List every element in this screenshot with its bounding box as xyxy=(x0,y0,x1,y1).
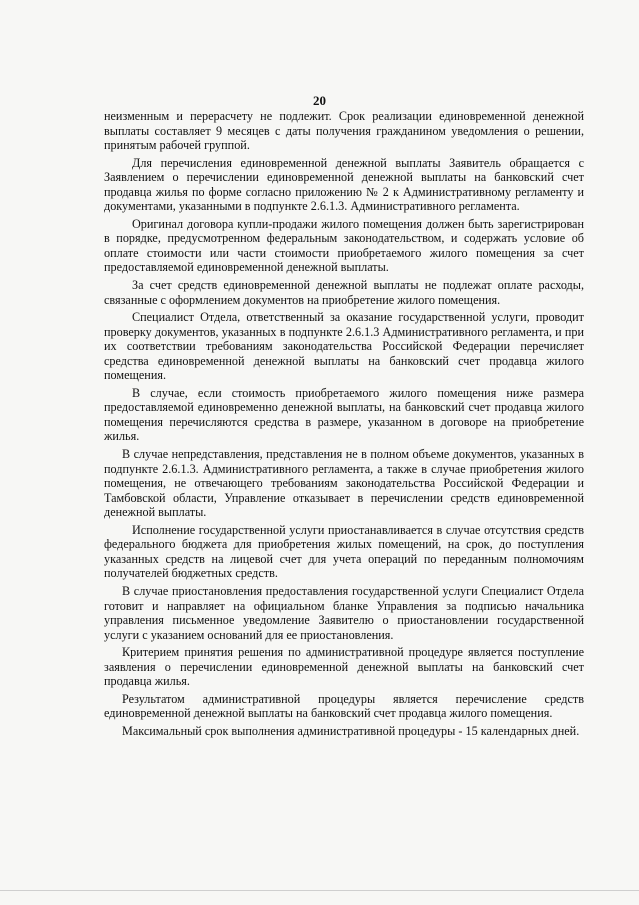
paragraph-continuation: неизменным и перерасчету не подлежит. Срок реализации единовременной денежной выплаты составляет 9 месяцев с даты получения гражданином уведомления о решении, принятым рабочей группой. xyxy=(104,109,584,153)
page-number: 20 xyxy=(313,93,326,108)
paragraph: В случае непредставления, представления не в полном объеме документов, указанных в подпункте 2.6.1.3. Административного регламента, а также в случае приобретения жилого помещения, не отвечающего требованиям законодательства Российской Федерации и Тамбовской области, Управление отказывает в перечислении средств единовременной денежной выплаты. xyxy=(104,447,584,520)
paragraph: Максимальный срок выполнения административной процедуры - 15 календарных дней. xyxy=(122,723,580,738)
paragraph: Для перечисления единовременной денежной выплаты Заявитель обращается с Заявлением о перечислении единовременной денежной выплаты на банковский счет продавца жилья по форме согласно приложению № 2 к Административному регламенту и документами, указанными в подпункте 2.6.1.3. Административного регламента. xyxy=(104,155,584,214)
paragraph: В случае, если стоимость приобретаемого жилого помещения ниже размера предоставляемой единовременно денежной выплаты, на банковский счет продавца жилого помещения перечисляются средства в размере, указанном в договоре на приобретение жилья. xyxy=(104,385,584,444)
paragraph: В случае приостановления предоставления государственной услуги Специалист Отдела готовит и направляет на официальном бланке Управления за подписью начальника управления письменное уведомление Заявителю о приостановлении государственной услуги с указанием оснований для ее приостановления. xyxy=(104,583,584,642)
paragraph: Исполнение государственной услуги приостанавливается в случае отсутствия средств федерального бюджета для приобретения жилых помещений, на срок, до поступления указанных средств на лицевой счет для учета операций по переданным полномочиям получателей бюджетных средств. xyxy=(104,522,584,581)
document-body xyxy=(104,109,584,741)
scan-edge-line xyxy=(0,890,639,891)
paragraph: За счет средств единовременной денежной выплаты не подлежат оплате расходы, связанные с оформлением документов на приобретение жилого помещения. xyxy=(104,278,584,307)
paragraph: Специалист Отдела, ответственный за оказание государственной услуги, проводит проверку документов, указанных в подпункте 2.6.1.3 Административного регламента, и при их соответствии требованиям законодательства Российской Федерации перечисляет средства единовременной денежной выплаты на банковский счет продавца жилого помещения. xyxy=(104,310,584,383)
paragraph: Критерием принятия решения по административной процедуре является поступление заявления о перечислении единовременной денежной выплаты на банковский счет продавца жилья. xyxy=(104,645,584,689)
paragraph: Результатом административной процедуры является перечисление средств единовременной денежной выплаты на банковский счет продавца жилого помещения. xyxy=(104,691,584,721)
paragraph: Оригинал договора купли-продажи жилого помещения должен быть зарегистрирован в порядке, предусмотренном федеральным законодательством, и содержать условие об оплате стоимости или части стоимости приобретаемого жилого помещения за счет предоставляемой единовременной денежной выплаты. xyxy=(104,216,584,275)
